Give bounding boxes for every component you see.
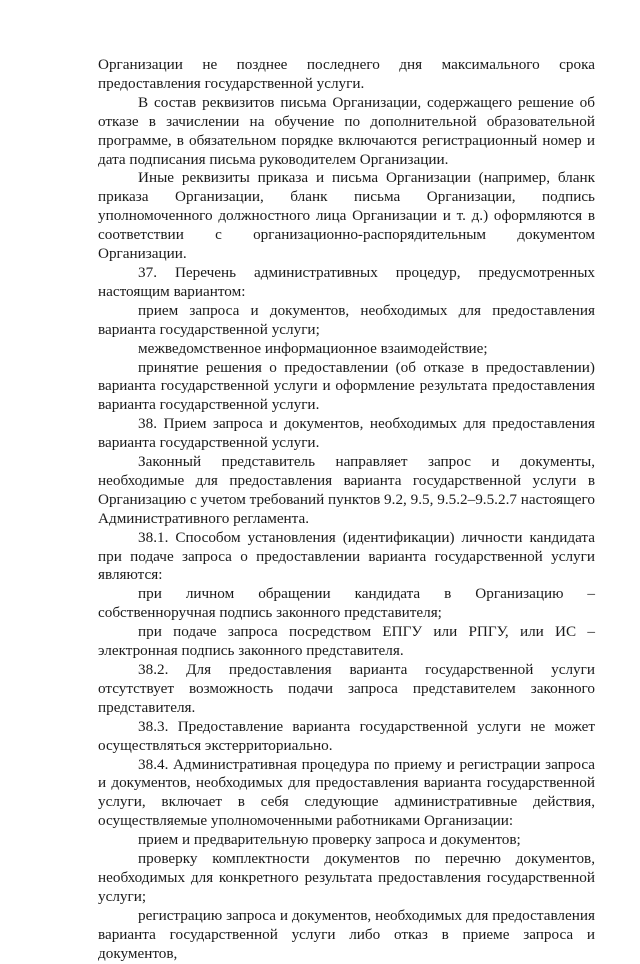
paragraph: 38.1. Способом установления (идентификации) личности кандидата при подаче запроса о предоставлении варианта государственной услуги являются: (98, 528, 595, 584)
list-item: межведомственное информационное взаимодействие; (138, 339, 488, 357)
list-item: при личном обращении кандидата в Организацию – собственноручная подпись законного представителя; (98, 585, 595, 622)
paragraph: Организации не позднее последнего дня максимального срока предоставления государственной услуги. (98, 56, 595, 92)
list-item: проверку комплектности документов по перечню документов, необходимых для конкретного результата предоставления государственной услуги; (98, 850, 595, 905)
document-body (98, 56, 595, 964)
paragraph: Иные реквизиты приказа и письма Организации (например, бланк приказа Организации, бланк письма Организации, подпись уполномоченного должностного лица Организации и т. д.) оформляются в соответствии с организационно-распорядительным документом Организации. (98, 169, 595, 263)
list-item: принятие решения о предоставлении (об отказе в предоставлении) варианта государственной услуги и оформление результата предоставления варианта государственной услуги. (98, 358, 595, 414)
paragraph: 38.4. Административная процедура по приему и регистрации запроса и документов, необходимых для предоставления варианта государственной услуги, включает в себя следующие административные действия, осуществляемые уполномоченными работниками Организации: (98, 755, 595, 830)
paragraph: 38. Прием запроса и документов, необходимых для предоставления варианта государственной услуги. (98, 415, 595, 452)
paragraph: 37. Перечень административных процедур, предусмотренных настоящим вариантом: (98, 263, 595, 300)
list-item: регистрацию запроса и документов, необходимых для предоставления варианта государственной услуги либо отказ в приеме запроса и документов, (98, 906, 595, 962)
paragraph: 38.2. Для предоставления варианта государственной услуги отсутствует возможность подачи запроса представителем законного представителя. (98, 661, 595, 716)
list-item: прием и предварительную проверку запроса и документов; (138, 831, 521, 849)
list-item: при подаче запроса посредством ЕПГУ или РПГУ, или ИС – электронная подпись законного представителя. (98, 623, 595, 660)
paragraph: Законный представитель направляет запрос и документы, необходимые для предоставления варианта государственной услуги в Организацию с учетом требований пунктов 9.2, 9.5, 9.5.2–9.5.2.7 настоящего Административного регламента. (98, 453, 595, 527)
paragraph: 38.3. Предоставление варианта государственной услуги не может осуществляться экстерриториально. (98, 717, 595, 754)
list-item: прием запроса и документов, необходимых для предоставления варианта государственной услуги; (98, 301, 595, 338)
paragraph: В состав реквизитов письма Организации, содержащего решение об отказе в зачислении на обучение по дополнительной образовательной программе, в обязательном порядке включаются регистрационный номер и дата подписания письма руководителем Организации. (98, 93, 595, 168)
